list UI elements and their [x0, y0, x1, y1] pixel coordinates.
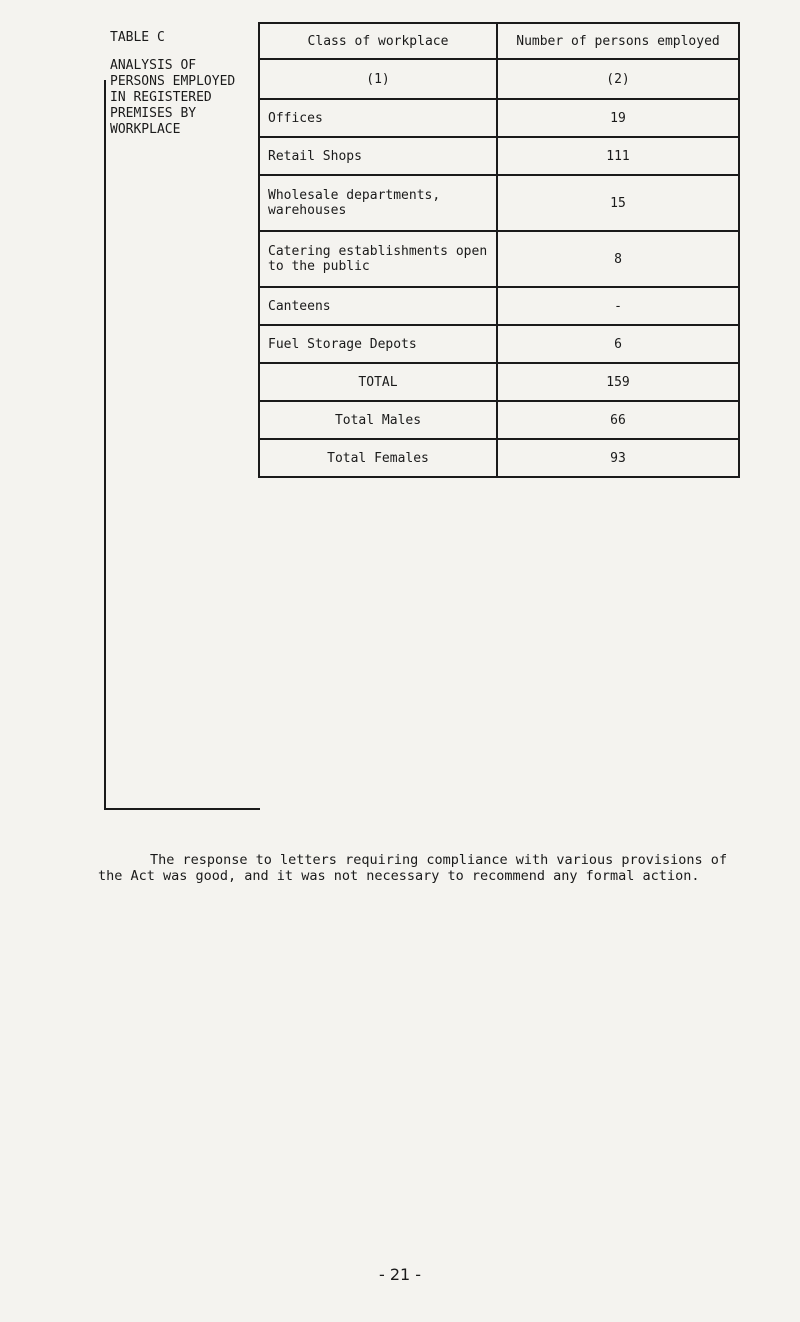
row-value: 159 — [497, 363, 739, 401]
row-value: 15 — [497, 175, 739, 231]
table-row — [259, 231, 739, 287]
row-label: TOTAL — [259, 363, 497, 401]
workplace-table — [258, 22, 740, 478]
header-number-employed: Number of persons employed — [497, 23, 739, 59]
row-value: 6 — [497, 325, 739, 363]
table-row — [259, 175, 739, 231]
row-label: Offices — [259, 99, 497, 137]
table-row — [259, 287, 739, 325]
row-label: Total Females — [259, 439, 497, 477]
row-label: Retail Shops — [259, 137, 497, 175]
table-caption — [110, 30, 260, 138]
table-label: TABLE C — [110, 30, 165, 45]
row-value: - — [497, 287, 739, 325]
header-row — [259, 23, 739, 59]
row-label: Total Males — [259, 401, 497, 439]
left-border-rule — [104, 80, 106, 810]
row-label: Catering establishments open to the public — [259, 231, 497, 287]
table-row-total — [259, 363, 739, 401]
table-row-total-males — [259, 401, 739, 439]
row-value: 93 — [497, 439, 739, 477]
row-value: 111 — [497, 137, 739, 175]
row-label: Wholesale departments, warehouses — [259, 175, 497, 231]
bottom-border-rule — [104, 808, 260, 810]
page-number: - 21 - — [378, 1265, 422, 1284]
table-row-total-females — [259, 439, 739, 477]
row-label: Fuel Storage Depots — [259, 325, 497, 363]
table-row — [259, 137, 739, 175]
table-row — [259, 99, 739, 137]
row-value: 8 — [497, 231, 739, 287]
header-class-of-workplace: Class of workplace — [259, 23, 497, 59]
column-number-row — [259, 59, 739, 99]
row-value: 19 — [497, 99, 739, 137]
column-number-1: (1) — [259, 59, 497, 99]
row-label: Canteens — [259, 287, 497, 325]
column-number-2: (2) — [497, 59, 739, 99]
body-paragraph: The response to letters requiring compliance with various provisions of the Act was good, and it was not necessary to recommend any formal action. — [98, 851, 728, 884]
table-description: ANALYSIS OF PERSONS EMPLOYED IN REGISTERED PREMISES BY WORKPLACE — [110, 58, 236, 137]
row-value: 66 — [497, 401, 739, 439]
table-row — [259, 325, 739, 363]
